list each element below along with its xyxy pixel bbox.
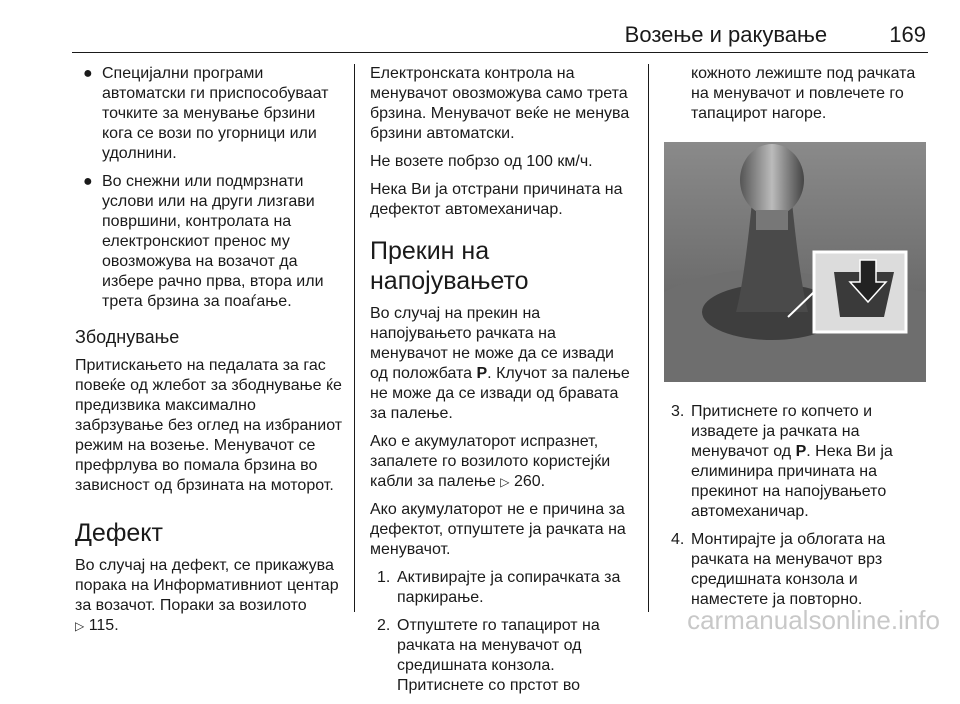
header-rule xyxy=(72,52,928,53)
page-ref[interactable]: 260. xyxy=(513,473,546,490)
step-item: 4. Монтирајте ја облогата на рачката на менувачот врз средишната конзола и наместете ја повторно. xyxy=(671,531,886,608)
paragraph: Не возете побрзо од 100 км/ч. xyxy=(370,153,593,170)
column-divider xyxy=(648,64,649,612)
fault-text: Во случај на дефект, се прикажува порака на Информативниот центар за возачот. Пораки за возилото ▷ 115. xyxy=(75,557,339,634)
heading-fault: Дефект xyxy=(75,519,163,547)
watermark: carmanualsonline.info xyxy=(687,605,940,635)
gear-lever-illustration xyxy=(664,142,926,382)
page-number: 169 xyxy=(889,22,926,47)
heading-kickdown: Збоднување xyxy=(75,327,180,347)
heading-power-interruption: Прекин на напојувањето xyxy=(370,237,529,295)
arrow-ref-icon: ▷ xyxy=(500,475,510,489)
page-ref[interactable]: 115. xyxy=(88,617,119,634)
column-divider xyxy=(354,64,355,612)
kickdown-text: Притискањето на педалата за гас повеќе од жлебот за збоднување ќе предизвика максимално забрзување без оглед на избраниот режим на возење. Менувачот се префрлува во помала брзина во зависност од брзината на моторот. xyxy=(75,357,343,494)
step-item: 3. Притиснете го копчето и извадете ја рачката на менувачот од P. Нека Ви ја елиминира причината на прекинот на напојувањето автомеханичар. xyxy=(671,403,893,520)
step-item: 2. Отпуштете го тапацирот на рачката на менувачот од средишната конзола. Притиснете со прстот во xyxy=(377,617,600,694)
paragraph: Електронската контрола на менувачот овозможува само трета брзина. Менувачот веќе не менува брзини автоматски. xyxy=(370,65,630,142)
paragraph: Нека Ви ја отстрани причината на дефектот автомеханичар. xyxy=(370,181,623,218)
list-item: ● Во снежни или подмрзнати услови или на други лизгави површини, контролата на електронскиот пренос му овозможува на возачот да избере рачно прва, втора или трета брзина за поаѓање. xyxy=(83,173,324,310)
header-title: Возење и ракување xyxy=(624,22,828,47)
step-item: 1. Активирајте ја сопирачката за паркирање. xyxy=(377,569,621,606)
step-continuation: кожното лежиште под рачката на менувачот и повлечете го тапацирот нагоре. xyxy=(691,65,916,122)
page-header xyxy=(625,22,926,48)
paragraph: Во случај на прекин на напојувањето рачката на менувачот не може да се извади од положбата P. Клучот за палење не може да се извади од бравата за палење. xyxy=(370,305,630,422)
column-2 xyxy=(370,64,632,704)
arrow-ref-icon: ▷ xyxy=(75,619,85,633)
column-1 xyxy=(75,64,343,644)
column-3 xyxy=(664,64,926,618)
paragraph: Ако акумулаторот не е причина за дефектот, отпуштете ја рачката на менувачот. xyxy=(370,501,626,558)
list-item: ● Специјални програми автоматски ги приспособуваат точките за менување брзини кога се вози по угорници или удолнини. xyxy=(83,65,329,162)
paragraph: Ако е акумулаторот испразнет, запалете го возилото користејќи кабли за палење ▷ 260. xyxy=(370,433,611,490)
